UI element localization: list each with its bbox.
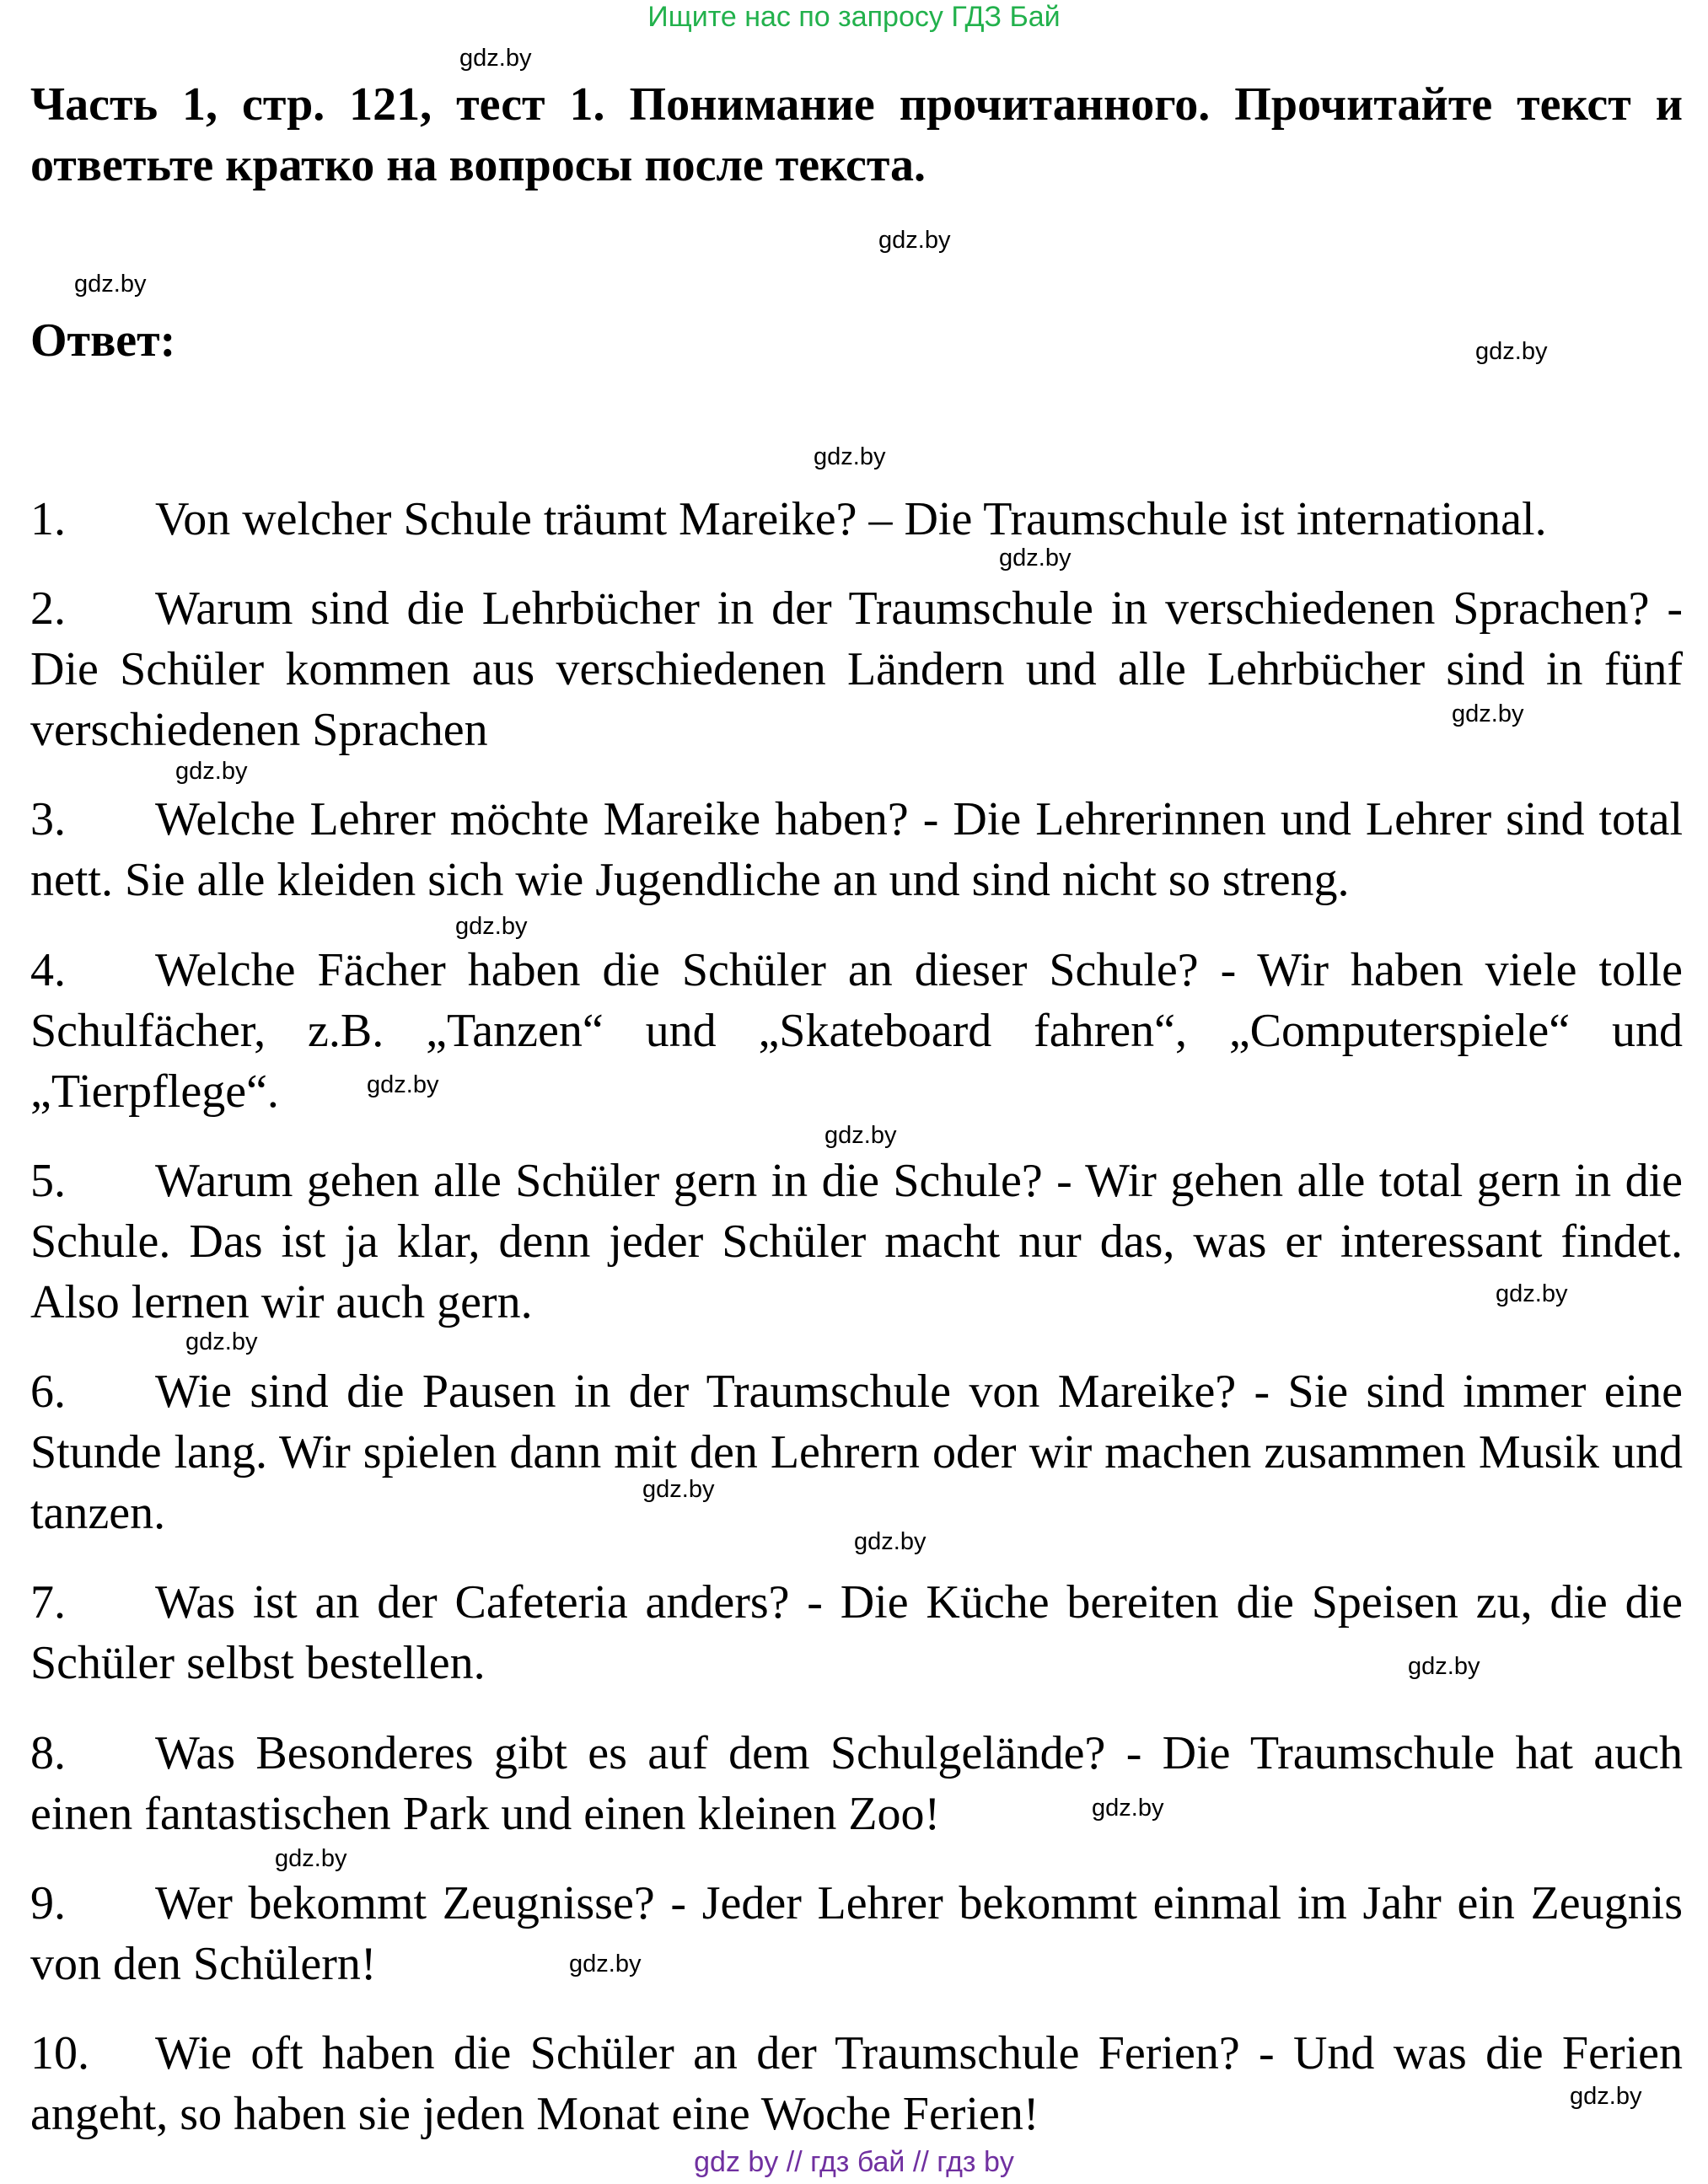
item-text: Warum sind die Lehrbücher in der Traumschule in verschiedenen Sprachen? - Die Schüler kommen aus verschiedenen Ländern und alle Lehrbücher sind in fünf verschiedenen Sprachen xyxy=(30,582,1683,756)
item-text: Wer bekommt Zeugnisse? - Jeder Lehrer bekommt einmal im Jahr ein Zeugnis von den Schülern! xyxy=(30,1877,1683,1990)
watermark: gdz.by xyxy=(1408,1653,1480,1680)
item-number: 4. xyxy=(30,944,66,996)
item-text: Warum gehen alle Schüler gern in die Schule? - Wir gehen alle total gern in die Schule. Das ist ja klar, denn jeder Schüler macht nur das, was er interessant findet. Also lernen wir auch gern. xyxy=(30,1155,1683,1328)
watermark: gdz.by xyxy=(814,443,886,470)
watermark: gdz.by xyxy=(74,271,147,298)
watermark: gdz.by xyxy=(642,1476,715,1503)
item-text: Was ist an der Cafeteria anders? - Die Küche bereiten die Speisen zu, die die Schüler selbst bestellen. xyxy=(30,1576,1683,1689)
answer-item-10 xyxy=(30,2023,1683,2144)
answer-item-6 xyxy=(30,1361,1683,1543)
watermark: gdz.by xyxy=(569,1951,642,1977)
item-text: Was Besonderes gibt es auf dem Schulgelände? - Die Traumschule hat auch einen fantastischen Park und einen kleinen Zoo! xyxy=(30,1727,1683,1840)
watermark: gdz.by xyxy=(185,1328,258,1355)
answer-item-1 xyxy=(30,489,1683,550)
answer-item-4 xyxy=(30,940,1683,1122)
item-number: 3. xyxy=(30,793,66,845)
item-number: 10. xyxy=(30,2027,89,2079)
answer-item-5 xyxy=(30,1151,1683,1333)
item-text: Von welcher Schule träumt Mareike? – Die Traumschule ist international. xyxy=(155,493,1547,545)
item-text: Wie sind die Pausen in der Traumschule von Mareike? - Sie sind immer eine Stunde lang. Wir spielen dann mit den Lehrern oder wir machen zusammen Musik und tanzen. xyxy=(30,1366,1683,1539)
answer-label: Ответ: xyxy=(30,314,176,367)
watermark: gdz.by xyxy=(1092,1795,1164,1822)
footer: gdz by // гдз бай // гдз by xyxy=(694,2146,1014,2178)
watermark: gdz.by xyxy=(824,1122,897,1149)
answer-item-2 xyxy=(30,578,1683,760)
item-text: Welche Lehrer möchte Mareike haben? - Die Lehrerinnen und Lehrer sind total nett. Sie alle kleiden sich wie Jugendliche an und sind nicht so streng. xyxy=(30,793,1683,906)
top-banner: Ищите нас по запросу ГДЗ Бай xyxy=(647,1,1061,33)
watermark: gdz.by xyxy=(854,1528,927,1555)
answer-item-3 xyxy=(30,789,1683,910)
watermark: gdz.by xyxy=(1475,338,1548,365)
answer-item-8 xyxy=(30,1723,1683,1844)
watermark: gdz.by xyxy=(275,1845,347,1872)
item-number: 2. xyxy=(30,582,66,635)
item-number: 9. xyxy=(30,1877,66,1929)
answer-item-9 xyxy=(30,1873,1683,1994)
item-text: Welche Fächer haben die Schüler an dieser Schule? - Wir haben viele tolle Schulfächer, z.B. „Tanzen“ und „Skateboard fahren“, „Computerspiele“ und „Tierpflege“. xyxy=(30,944,1683,1118)
watermark: gdz.by xyxy=(175,758,248,785)
item-number: 7. xyxy=(30,1576,66,1629)
item-text: Wie oft haben die Schüler an der Traumschule Ferien? - Und was die Ferien angeht, so haben sie jeden Monat eine Woche Ferien! xyxy=(30,2027,1683,2140)
item-number: 5. xyxy=(30,1155,66,1207)
item-number: 1. xyxy=(30,493,66,545)
item-number: 8. xyxy=(30,1727,66,1779)
watermark: gdz.by xyxy=(999,545,1072,571)
watermark: gdz.by xyxy=(367,1071,439,1098)
watermark: gdz.by xyxy=(455,913,528,940)
page-title: Часть 1, стр. 121, тест 1. Понимание прочитанного. Прочитайте текст и ответьте кратко на вопросы после текста. xyxy=(30,78,1683,191)
item-number: 6. xyxy=(30,1366,66,1418)
watermark: gdz.by xyxy=(1496,1280,1568,1307)
watermark: gdz.by xyxy=(1452,700,1524,727)
watermark: gdz.by xyxy=(878,227,951,254)
watermark: gdz.by xyxy=(459,45,532,72)
watermark: gdz.by xyxy=(1570,2083,1642,2110)
